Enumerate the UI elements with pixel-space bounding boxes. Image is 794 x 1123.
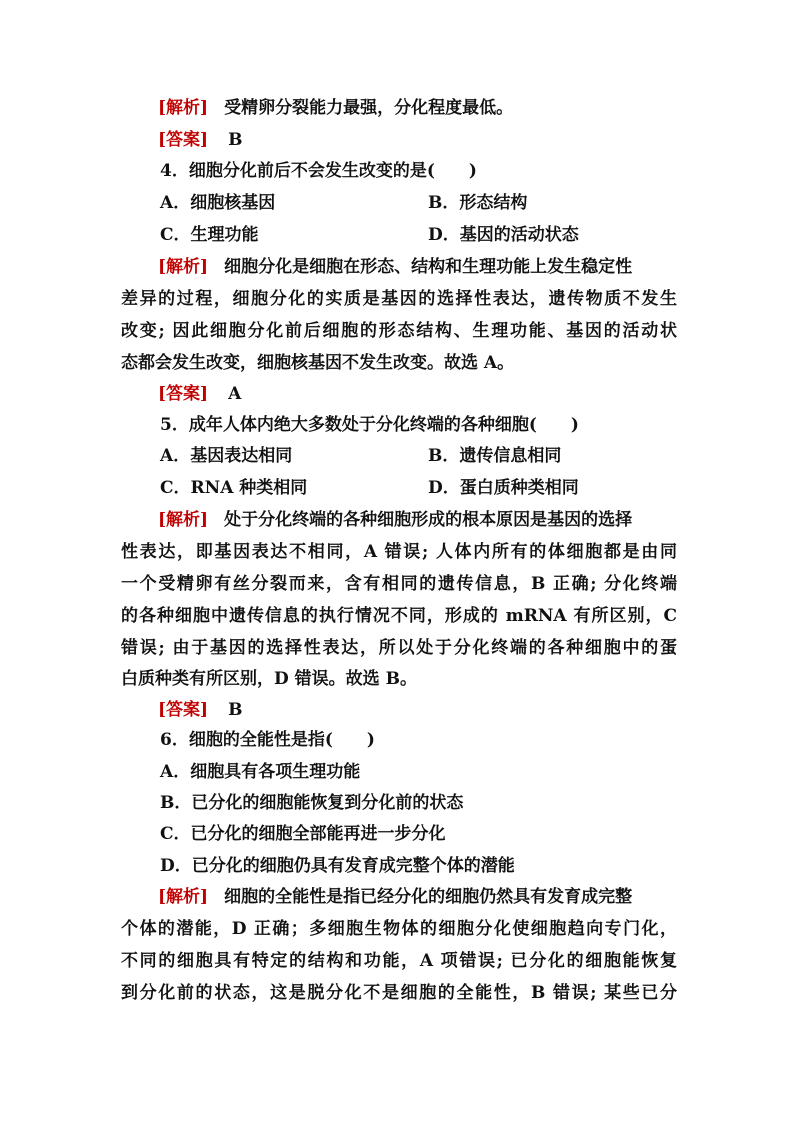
q4-answer	[158, 384, 673, 404]
q5-stem: 5．成年人体内绝大多数处于分化终端的各种细胞( )	[160, 415, 579, 435]
q5-analysis-line-6: 白质种类有所区别，D 错误。故选 B。	[121, 669, 417, 689]
q5-options-row1	[160, 446, 675, 466]
q6-analysis-line-1: 细胞的全能性是指已经分化的细胞仍然具有发育成完整	[224, 887, 633, 907]
q4-option-d: D．基因的活动状态	[428, 225, 579, 245]
q4-analysis-line-1: 细胞分化是细胞在形态、结构和生理功能上发生稳定性	[224, 257, 633, 277]
analysis-label: [解析]	[158, 510, 209, 530]
q4-analysis-line-3: 改变; 因此细胞分化前后细胞的形态结构、生理功能、基因的活动状	[121, 321, 677, 341]
q5-analysis-line-1: 处于分化终端的各种细胞形成的根本原因是基因的选择	[224, 510, 633, 530]
analysis-label: [解析]	[158, 887, 209, 907]
q6-analysis-line-4: 到分化前的状态，这是脱分化不是细胞的全能性，B 错误; 某些已分	[121, 983, 677, 1003]
answer-label: [答案]	[158, 700, 209, 720]
answer-label: [答案]	[158, 384, 209, 404]
q6-analysis	[158, 887, 673, 907]
q5-analysis-line-2: 性表达，即基因表达不相同，A 错误; 人体内所有的体细胞都是由同	[121, 542, 677, 562]
q5-analysis-line-4: 的各种细胞中遗传信息的执行情况不同，形成的 mRNA 有所区别，C	[121, 606, 677, 626]
q3-answer-value: B	[228, 130, 243, 150]
q5-analysis	[158, 510, 673, 530]
q4-analysis-line-4: 态都会发生改变，细胞核基因不发生改变。故选 A。	[121, 353, 515, 373]
q5-option-d: D．蛋白质种类相同	[428, 478, 579, 498]
q4-analysis	[158, 257, 673, 277]
q4-option-c: C．生理功能	[160, 225, 259, 245]
q6-analysis-line-3: 不同的细胞具有特定的结构和功能，A 项错误; 已分化的细胞能恢复	[121, 951, 677, 971]
q6-stem: 6．细胞的全能性是指( )	[160, 730, 375, 750]
q6-option-a: A．细胞具有各项生理功能	[160, 762, 361, 782]
q5-answer	[158, 700, 673, 720]
q6-option-c: C．已分化的细胞全部能再进一步分化	[160, 824, 446, 844]
q5-analysis-line-3: 一个受精卵有丝分裂而来，含有相同的遗传信息，B 正确; 分化终端	[121, 574, 677, 594]
analysis-label: [解析]	[158, 98, 209, 118]
q6-option-b: B．已分化的细胞能恢复到分化前的状态	[160, 793, 464, 813]
q4-options-row1	[160, 193, 675, 213]
q5-answer-value: B	[228, 700, 243, 720]
analysis-label: [解析]	[158, 257, 209, 277]
q4-stem: 4．细胞分化前后不会发生改变的是( )	[160, 161, 477, 181]
q4-analysis-line-2: 差异的过程，细胞分化的实质是基因的选择性表达，遗传物质不发生	[121, 289, 677, 309]
q5-analysis-line-5: 错误; 由于基因的选择性表达，所以处于分化终端的各种细胞中的蛋	[121, 638, 677, 658]
q5-option-b: B．遗传信息相同	[428, 446, 562, 466]
answer-label: [答案]	[158, 130, 209, 150]
q4-answer-value: A	[228, 384, 242, 404]
q3-analysis-text: 受精卵分裂能力最强，分化程度最低。	[224, 98, 514, 118]
q4-option-a: A．细胞核基因	[160, 193, 276, 213]
q4-options-row2	[160, 225, 675, 245]
q3-answer	[158, 130, 673, 150]
q5-option-a: A．基因表达相同	[160, 446, 293, 466]
q5-option-c: C．RNA 种类相同	[160, 478, 308, 498]
q3-analysis	[158, 98, 673, 118]
q6-option-d: D．已分化的细胞仍具有发育成完整个体的潜能	[160, 856, 515, 876]
q6-analysis-line-2: 个体的潜能，D 正确；多细胞生物体的细胞分化使细胞趋向专门化，	[121, 919, 677, 939]
q4-option-b: B．形态结构	[428, 193, 528, 213]
q5-options-row2	[160, 478, 675, 498]
